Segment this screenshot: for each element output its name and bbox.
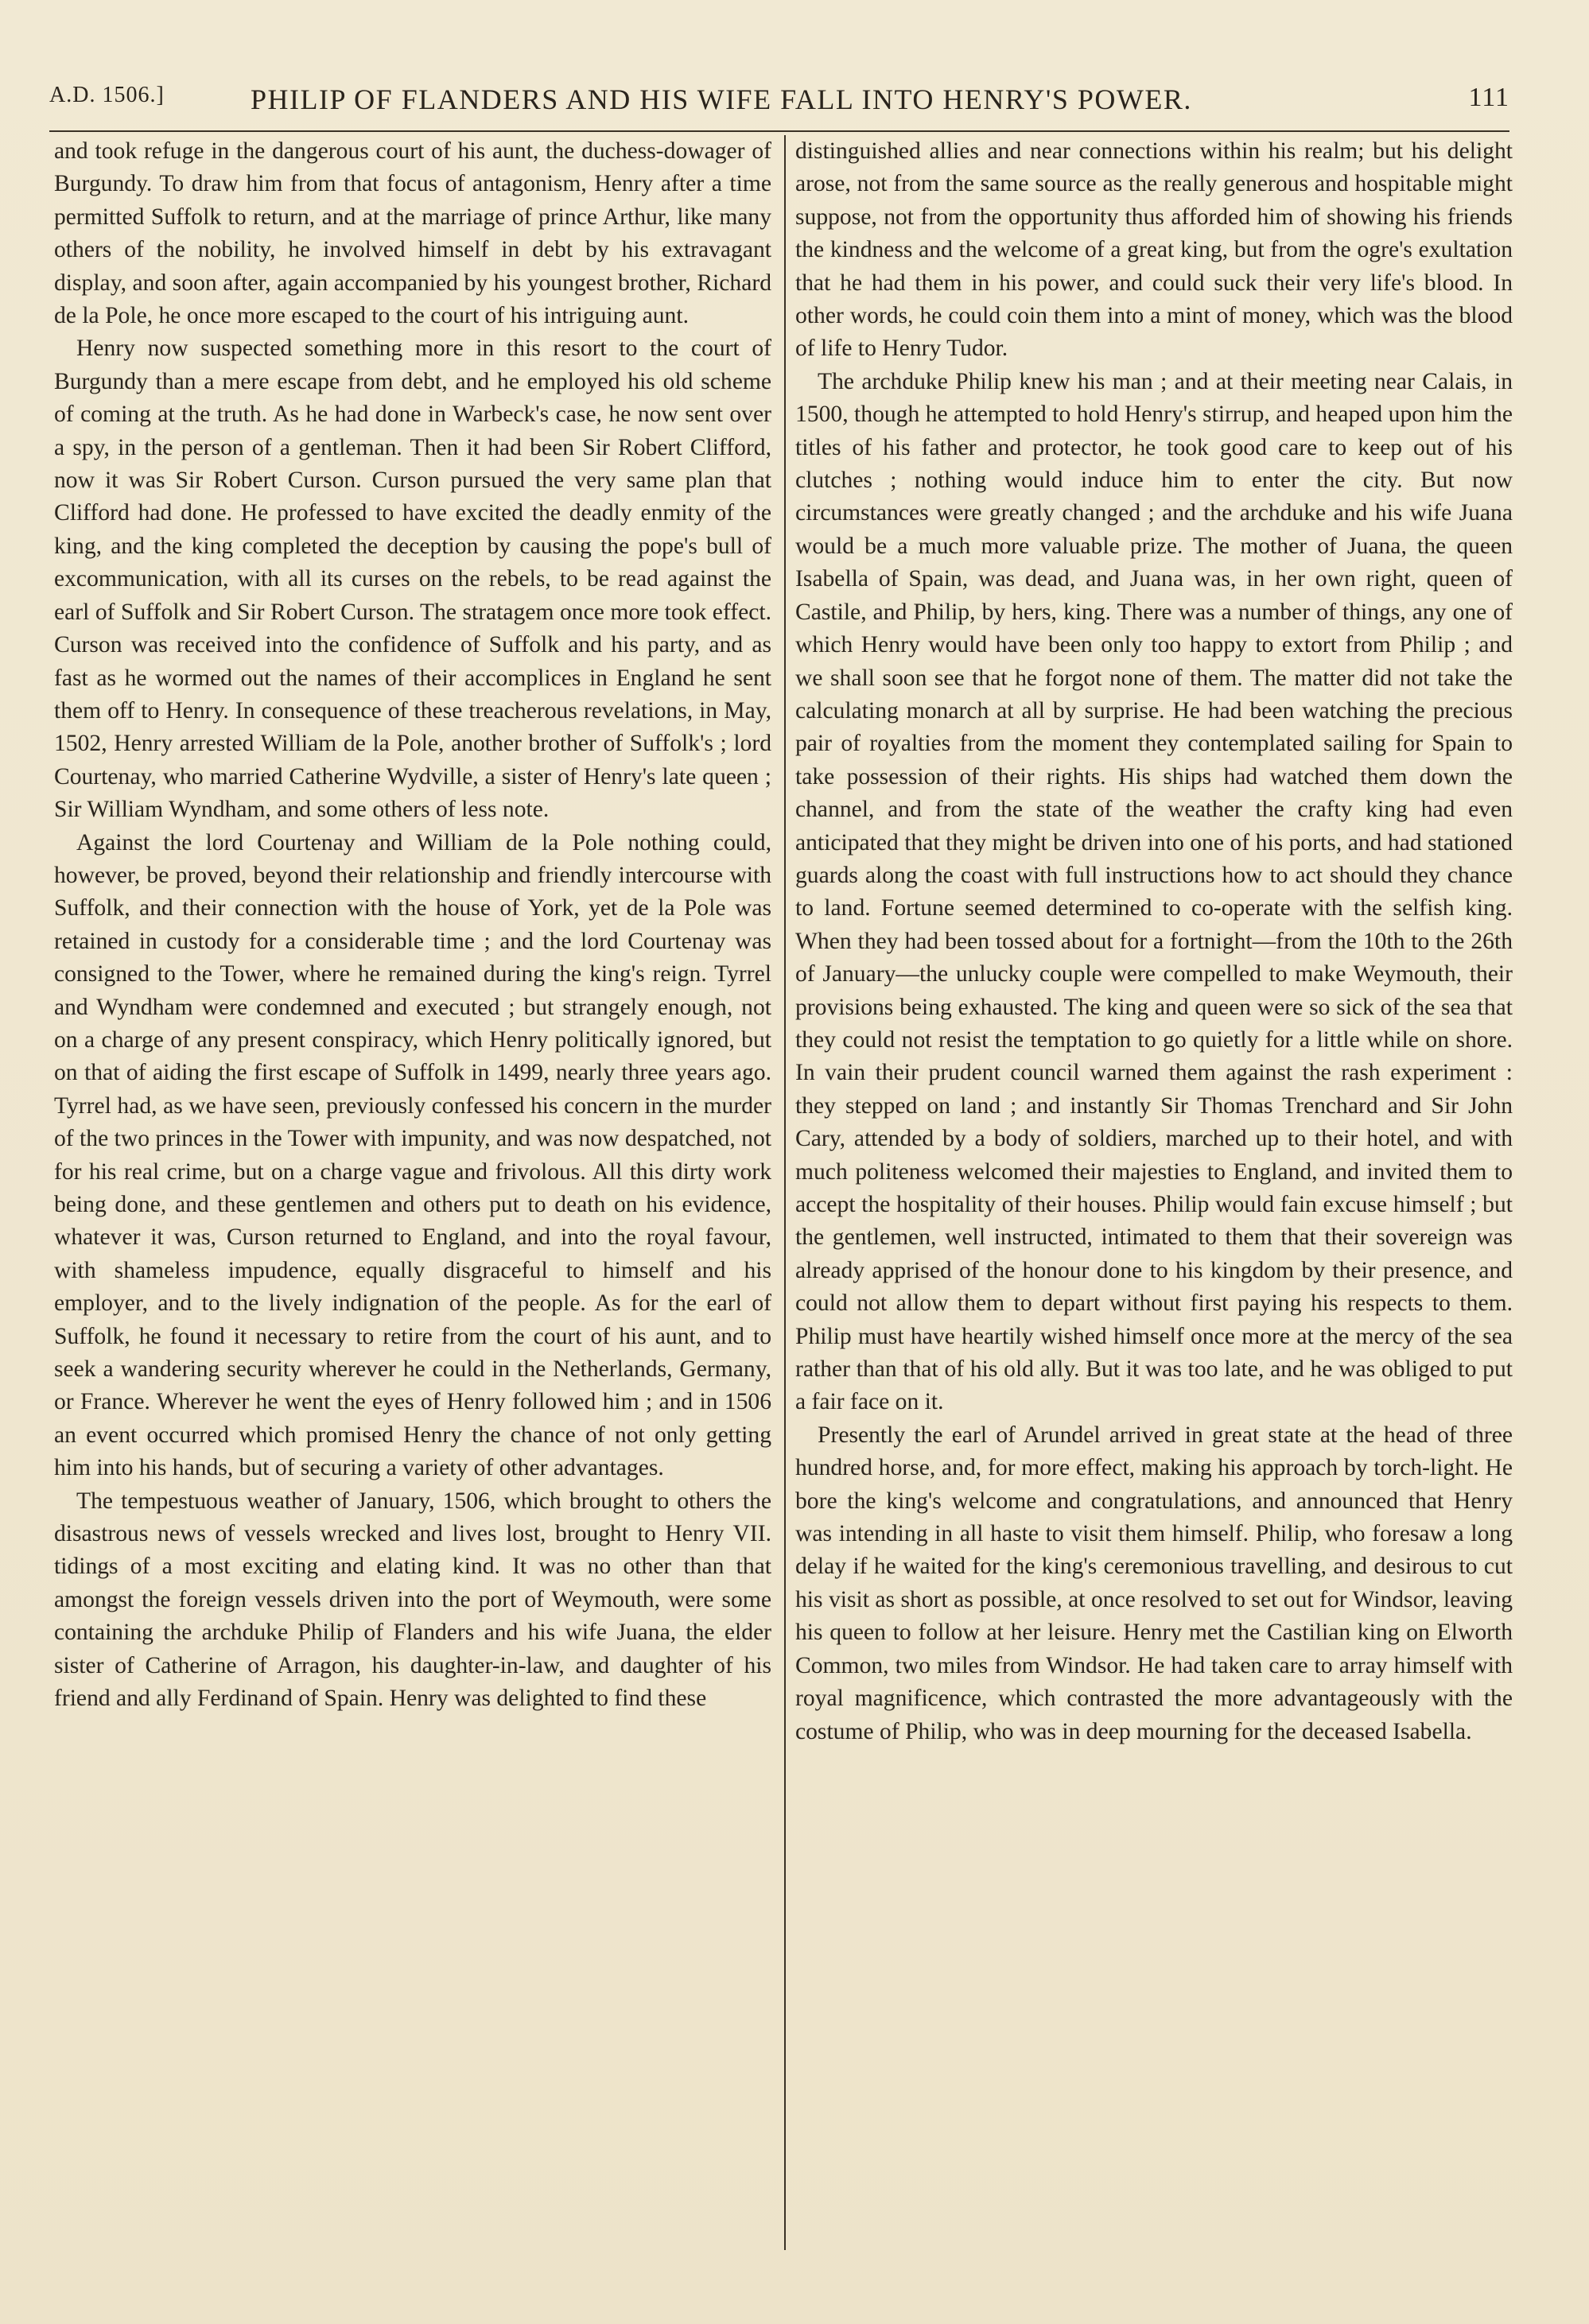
paragraph: Against the lord Courtenay and William de la Pole nothing could, however, be proved, beyond their relationship and friendly intercourse with Suffolk, and their connection with the house of York, yet de la Pole was retained in custody for a considerable time ; and the lord Courtenay was consigned to the Tower, where he remained during the king's reign. Tyrrel and Wyndham were condemned and executed ; but strangely enough, not on a charge of any present conspiracy, which Henry politically ignored, but on that of aiding the first escape of Suffolk in 1499, nearly three years ago. Tyrrel had, as we have seen, previously confessed his concern in the murder of the two princes in the Tower with impunity, and was now despatched, not for his real crime, but on a charge vague and frivolous. All this dirty work being done, and these gentlemen and others put to death on his evidence, whatever it was, Curson returned to England, and into the royal favour, with shameless impudence, equally disgraceful to himself and his employer, and to the lively indignation of the people. As for the earl of Suffolk, he found it necessary to retire from the court of his aunt, and to seek a wandering security wherever he could in the Netherlands, Germany, or France. Wherever he went the eyes of Henry followed him ; and in 1506 an event occurred which promised Henry the chance of not only getting him into his hands, but of securing a variety of other advantages. xyxy=(54,829,772,1481)
paragraph: distinguished allies and near connections within his realm; but his delight arose, not from the same source as the really generous and hospitable might suppose, not from the opportunity thus afforded him of showing his friends the kindness and the welcome of a great king, but from the ogre's exultation that he had them in his power, and could suck their very life's blood. In other words, he could coin them into a mint of money, which was the blood of life to Henry Tudor. xyxy=(795,138,1513,362)
right-column xyxy=(795,135,1513,1748)
running-header xyxy=(49,83,1509,118)
paragraph: Presently the earl of Arundel arrived in great state at the head of three hundred horse, and, for more effect, making his approach by torch-light. He bore the king's welcome and congratulations, and announced that Henry was intending in all haste to visit them himself. Philip, who foresaw a long delay if he waited for the king's ceremonious travelling, and desirous to cut his visit as short as possible, at once resolved to set out for Windsor, leaving his queen to follow at her leisure. Henry met the Castilian king on Elworth Common, two miles from Windsor. He had taken care to array himself with royal magnificence, which contrasted the more advantageously with the costume of Philip, who was in deep mourning for the deceased Isabella. xyxy=(795,1422,1513,1744)
paragraph: and took refuge in the dangerous court of his aunt, the duchess-dowager of Burgundy. To draw him from that focus of antagonism, Henry after a time permitted Suffolk to return, and at the marriage of prince Arthur, like many others of the nobility, he involved himself in debt by his extravagant display, and soon after, again accompanied by his youngest brother, Richard de la Pole, he once more escaped to the court of his intriguing aunt. xyxy=(54,138,771,329)
header-date: A.D. 1506.] xyxy=(49,83,165,107)
page-title: PHILIP OF FLANDERS AND HIS WIFE FALL INTO HENRY'S POWER. xyxy=(251,83,1192,115)
paragraph: The archduke Philip knew his man ; and at their meeting near Calais, in 1500, though he attempted to hold Henry's stirrup, and heaped upon him the titles of his father and protector, he took good care to keep out of his clutches ; nothing would induce him to enter the city. But now circumstances were greatly changed ; and the archduke and his wife Juana would be a much more valuable prize. The mother of Juana, the queen Isabella of Spain, was dead, and Juana was, in her own right, queen of Castile, and Philip, by hers, king. There was a number of things, any one of which Henry would have been only too happy to extort from Philip ; and we shall soon see that he forgot none of them. The matter did not take the calculating monarch at all by surprise. He had been watching the precious pair of royalties from the moment they contemplated sailing for Spain to take possession of their rights. His ships had watched them down the channel, and from the state of the weather the crafty king had even anticipated that they might be driven into one of his ports, and had stationed guards along the coast with full instructions how to act should they chance to land. Fortune seemed determined to co-operate with the selfish king. When they had been tossed about for a fortnight—from the 10th to the 26th of January—the unlucky couple were compelled to make Weymouth, their provisions being exhausted. The king and queen were so sick of the sea that they could not resist the temptation to go quietly for a little while on shore. In vain their prudent council warned them against the rash experiment : they stepped on land ; and instantly Sir Thomas Trenchard and Sir John Cary, attended by a body of soldiers, marched up to their hotel, and with much politeness welcomed their majesties to England, and invited them to accept the hospitality of their houses. Philip would fain excuse himself ; but the gentlemen, well instructed, intimated to them that their sovereign was already apprised of the honour done to his kingdom by their presence, and could not allow them to depart without first paying his respects to them. Philip must have heartily wished himself once more at the mercy of the sea rather than that of his old ally. But it was too late, and he was obliged to put a fair face on it. xyxy=(795,368,1513,1415)
column-divider xyxy=(784,135,786,2250)
paragraph: The tempestuous weather of January, 1506, which brought to others the disastrous news of vessels wrecked and lives lost, brought to Henry VII. tidings of a most exciting and elating kind. It was no other than that amongst the foreign vessels driven into the port of Weymouth, were some containing the archduke Philip of Flanders and his wife Juana, the elder sister of Catherine of Arragon, his daughter-in-law, and daughter of his friend and ally Ferdinand of Spain. Henry was delighted to find these xyxy=(54,1488,771,1712)
left-column xyxy=(54,135,771,1716)
page-number: 111 xyxy=(1468,83,1509,112)
header-rule xyxy=(49,130,1509,132)
paragraph: Henry now suspected something more in this resort to the court of Burgundy than a mere escape from debt, and he employed his old scheme of coming at the truth. As he had done in Warbeck's case, he now sent over a spy, in the person of a gentleman. Then it had been Sir Robert Clifford, now it was Sir Robert Curson. Curson pursued the very same plan that Clifford had done. He professed to have excited the deadly enmity of the king, and the king completed the deception by causing the pope's bull of excommunication, with all its curses on the rebels, to be read against the earl of Suffolk and Sir Robert Curson. The stratagem once more took effect. Curson was received into the confidence of Suffolk and his party, and as fast as he wormed out the names of their accomplices in England he sent them off to Henry. In consequence of these treacherous revelations, in May, 1502, Henry arrested William de la Pole, another brother of Suffolk's ; lord Courtenay, who married Catherine Wydville, a sister of Henry's late queen ; Sir William Wyndham, and some others of less note. xyxy=(54,336,771,823)
